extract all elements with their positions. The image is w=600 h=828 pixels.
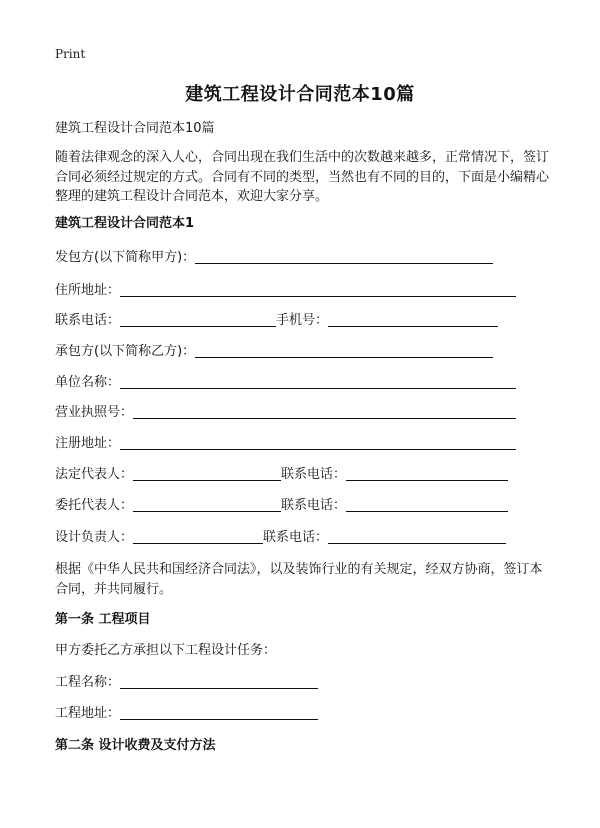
unit-name-label: 单位名称： [55,375,121,390]
legal-rep-phone-label: 联系电话： [281,467,347,482]
designer-field [55,528,506,547]
section-heading: 建筑工程设计合同范本1 [55,216,195,231]
license-label: 营业执照号： [55,405,134,420]
basis-paragraph: 根据《中华人民共和国经济合同法》，以及装饰行业的有关规定，经双方协商，签订本合同，并共同履行。 [55,562,543,597]
legal-rep-blank [133,466,281,481]
party-b-blank [195,343,493,358]
license-field [55,403,516,422]
article-1-heading: 第一条 工程项目 [55,612,151,627]
project-address-blank [120,705,318,720]
phone-label: 联系电话： [55,313,121,328]
designer-blank [133,529,263,544]
designer-phone-blank [328,529,506,544]
project-name-label: 工程名称： [55,675,121,690]
reg-address-label: 注册地址： [55,436,121,451]
agent-field [55,496,508,515]
project-name-field [55,673,318,692]
designer-phone-label: 联系电话： [263,530,329,545]
mobile-label: 手机号： [276,313,329,328]
reg-address-field [55,434,516,453]
address-label: 住所地址： [55,283,121,298]
subtitle: 建筑工程设计合同范本10篇 [55,121,215,136]
project-name-blank [120,674,318,689]
party-a-field [55,248,493,267]
mobile-blank [328,312,498,327]
legal-rep-field [55,465,508,484]
agent-phone-blank [346,497,508,512]
project-address-label: 工程地址： [55,706,121,721]
unit-name-field [55,373,516,392]
print-link[interactable]: Print [55,47,86,61]
phone-blank [120,312,276,327]
license-blank [133,404,516,419]
party-b-label: 承包方(以下简称乙方)： [55,344,196,359]
agent-phone-label: 联系电话： [281,498,347,513]
project-address-field [55,704,318,723]
legal-rep-label: 法定代表人： [55,467,134,482]
phone-field [55,311,498,330]
designer-label: 设计负责人： [55,530,134,545]
legal-rep-phone-blank [346,466,508,481]
article-2-heading: 第二条 设计收费及支付方法 [55,738,216,753]
party-b-field [55,342,493,361]
party-a-label: 发包方(以下简称甲方)： [55,250,196,265]
intro-paragraph: 随着法律观念的深入人心，合同出现在我们生活中的次数越来越多，正常情况下，签订合同必须经过规定的方式。合同有不同的类型，当然也有不同的目的，下面是小编精心整理的建筑工程设计合同范本，欢迎大家分享。 [55,150,550,204]
agent-label: 委托代表人： [55,498,134,513]
party-a-blank [195,249,493,264]
address-field [55,281,516,300]
agent-blank [133,497,281,512]
article-1-text: 甲方委托乙方承担以下工程设计任务： [55,643,277,658]
address-blank [120,282,516,297]
reg-address-blank [120,435,516,450]
unit-name-blank [120,374,516,389]
document-title: 建筑工程设计合同范本10篇 [185,84,415,105]
